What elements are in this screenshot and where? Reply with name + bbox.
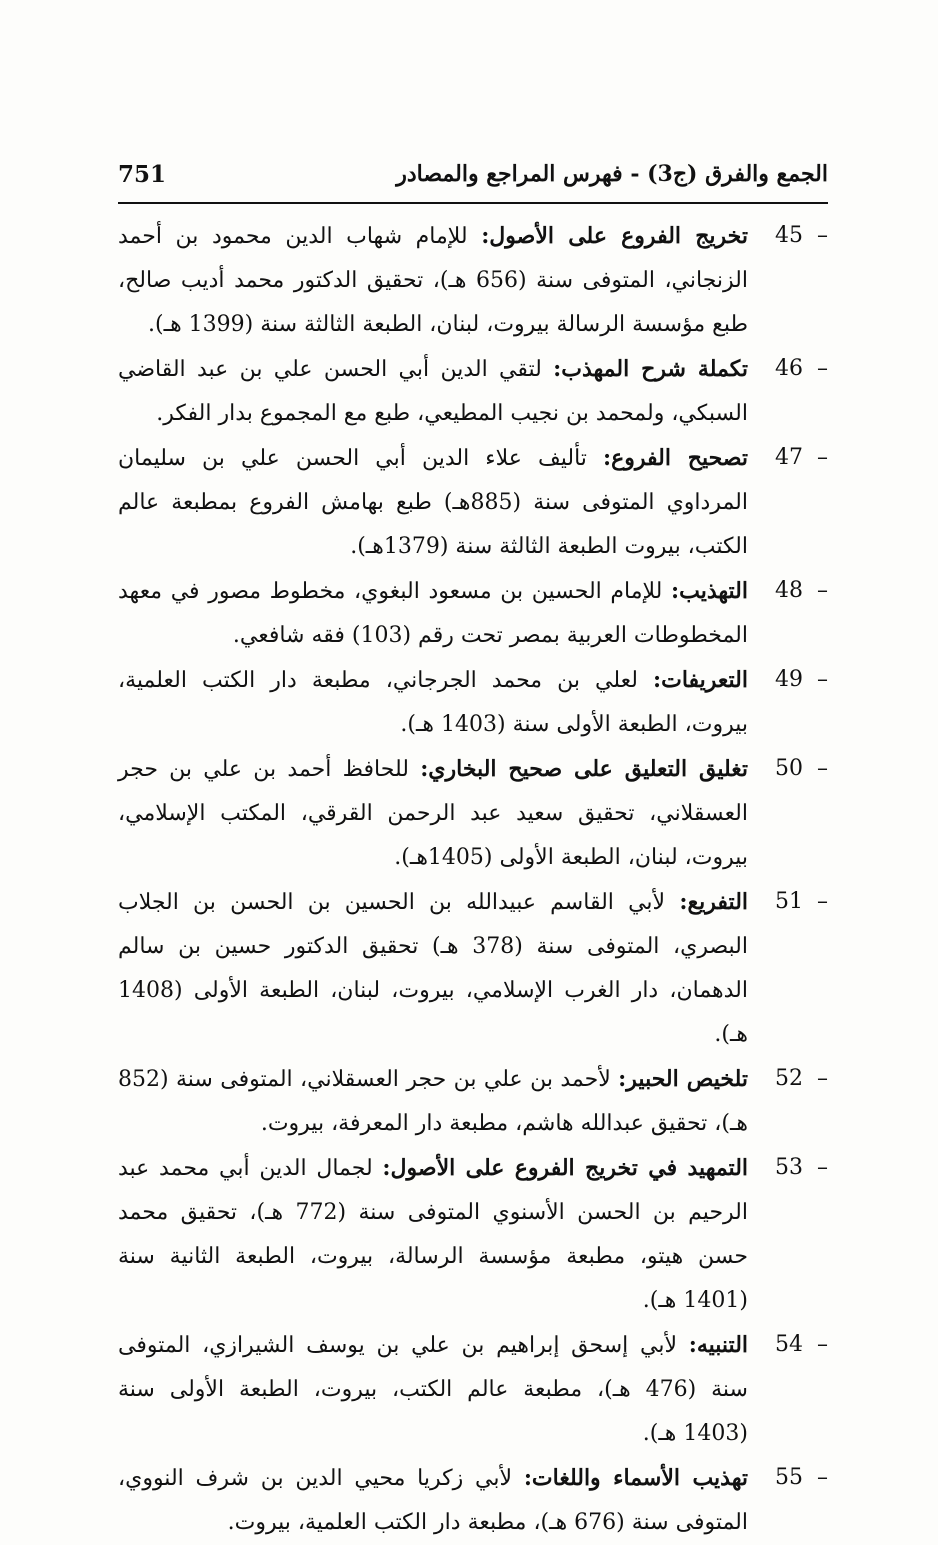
entry-text — [118, 880, 748, 1057]
bibliography-entry — [118, 747, 828, 880]
entry-number: 48 – — [775, 578, 828, 603]
entry-title: التمهيد في تخريج الفروع على الأصول: — [382, 1155, 749, 1181]
entry-text — [118, 569, 748, 658]
entry-number: 51 – — [775, 889, 828, 914]
entry-title: تخريج الفروع على الأصول: — [481, 223, 749, 249]
bibliography-entry — [118, 1057, 828, 1146]
page-number: 751 — [118, 160, 167, 188]
entry-text — [118, 1456, 748, 1545]
entry-text — [118, 1323, 748, 1456]
bibliography-entry — [118, 214, 828, 347]
entry-body: لجمال الدين أبي محمد عبد الرحيم بن الحسن الأسنوي المتوفى سنة (772 هـ)، تحقيق محمد حسن هيتو، مطبعة مؤسسة الرسالة، بيروت، الطبعة الثانية سنة (1401 هـ). — [118, 1156, 748, 1313]
entry-number: 52 – — [775, 1066, 828, 1091]
entry-number: 49 – — [775, 667, 828, 692]
entry-title: تصحيح الفروع: — [603, 445, 748, 471]
entry-text — [118, 1057, 748, 1146]
bibliography-entry — [118, 1323, 828, 1456]
entry-body: للإمام الحسين بن مسعود البغوي، مخطوط مصور في معهد المخطوطات العربية بمصر تحت رقم (103) فقه شافعي. — [118, 579, 748, 648]
entry-body: لأبي القاسم عبيدالله بن الحسين بن الحسن بن الجلاب البصري، المتوفى سنة (378 هـ) تحقيق الدكتور حسين بن سالم الدهمان، دار الغرب الإسلامي، بيروت، لبنان، الطبعة الأولى (1408 هـ). — [118, 890, 748, 1047]
entry-text — [118, 436, 748, 569]
entry-title: التعريفات: — [653, 667, 748, 693]
entry-body: للإمام شهاب الدين محمود بن أحمد الزنجاني، المتوفى سنة (656 هـ)، تحقيق الدكتور محمد أديب صالح، طبع مؤسسة الرسالة بيروت، لبنان، الطبعة الثالثة سنة (1399 هـ). — [118, 224, 748, 337]
entry-title: تلخيص الحبير: — [618, 1066, 748, 1092]
entry-body: تأليف علاء الدين أبي الحسن علي بن سليمان المرداوي المتوفى سنة (885هـ) طبع بهامش الفروع بمطبعة عالم الكتب، بيروت الطبعة الثالثة سنة (1379هـ). — [118, 446, 748, 559]
page-header — [118, 152, 828, 196]
entry-text — [118, 214, 748, 347]
bibliography-entry — [118, 436, 828, 569]
entry-title: التفريع: — [679, 889, 749, 915]
entry-number: 47 – — [775, 445, 828, 470]
entry-body: لتقي الدين أبي الحسن علي بن عبد القاضي السبكي، ولمحمد بن نجيب المطيعي، طبع مع المجموع بدار الفكر. — [118, 357, 748, 426]
bibliography-entry — [118, 347, 828, 436]
bibliography-entry — [118, 658, 828, 747]
entry-number: 46 – — [775, 356, 828, 381]
entry-number: 50 – — [775, 756, 828, 781]
bibliography-entry — [118, 1146, 828, 1323]
entry-text — [118, 1146, 748, 1323]
running-title: الجمع والفرق (ج3) - فهرس المراجع والمصادر — [396, 161, 828, 187]
entry-number: 54 – — [775, 1332, 828, 1357]
bibliography-entry — [118, 1456, 828, 1545]
entry-number: 45 – — [775, 223, 828, 248]
entry-body: للحافظ أحمد بن علي بن حجر العسقلاني، تحقيق سعيد عبد الرحمن القرقي، المكتب الإسلامي، بيروت، لبنان، الطبعة الأولى (1405هـ). — [118, 757, 748, 870]
entry-text — [118, 747, 748, 880]
entry-number: 55 – — [775, 1465, 828, 1490]
entry-body: لعلي بن محمد الجرجاني، مطبعة دار الكتب العلمية، بيروت، الطبعة الأولى سنة (1403 هـ). — [118, 668, 748, 737]
entry-body: لأحمد بن علي بن حجر العسقلاني، المتوفى سنة (852 هـ)، تحقيق عبدالله هاشم، مطبعة دار المعرفة، بيروت. — [118, 1067, 748, 1136]
entry-text — [118, 658, 748, 747]
entry-title: تغليق التعليق على صحيح البخاري: — [420, 756, 748, 782]
entry-title: تكملة شرح المهذب: — [553, 356, 749, 382]
entry-title: تهذيب الأسماء واللغات: — [523, 1465, 748, 1491]
bibliography-entry — [118, 569, 828, 658]
header-divider — [118, 202, 828, 204]
entry-title: التهذيب: — [671, 578, 748, 604]
entry-number: 53 – — [775, 1155, 828, 1180]
bibliography-list — [118, 214, 828, 1545]
entry-title: التنبيه: — [688, 1332, 749, 1358]
entry-text — [118, 347, 748, 436]
entry-body: لأبي زكريا محيي الدين بن شرف النووي، المتوفى سنة (676 هـ)، مطبعة دار الكتب العلمية، بيروت. — [118, 1466, 748, 1535]
entry-body: لأبي إسحق إبراهيم بن علي بن يوسف الشيرازي، المتوفى سنة (476 هـ)، مطبعة عالم الكتب، بيروت، الطبعة الأولى سنة (1403 هـ). — [118, 1333, 748, 1446]
bibliography-entry — [118, 880, 828, 1057]
